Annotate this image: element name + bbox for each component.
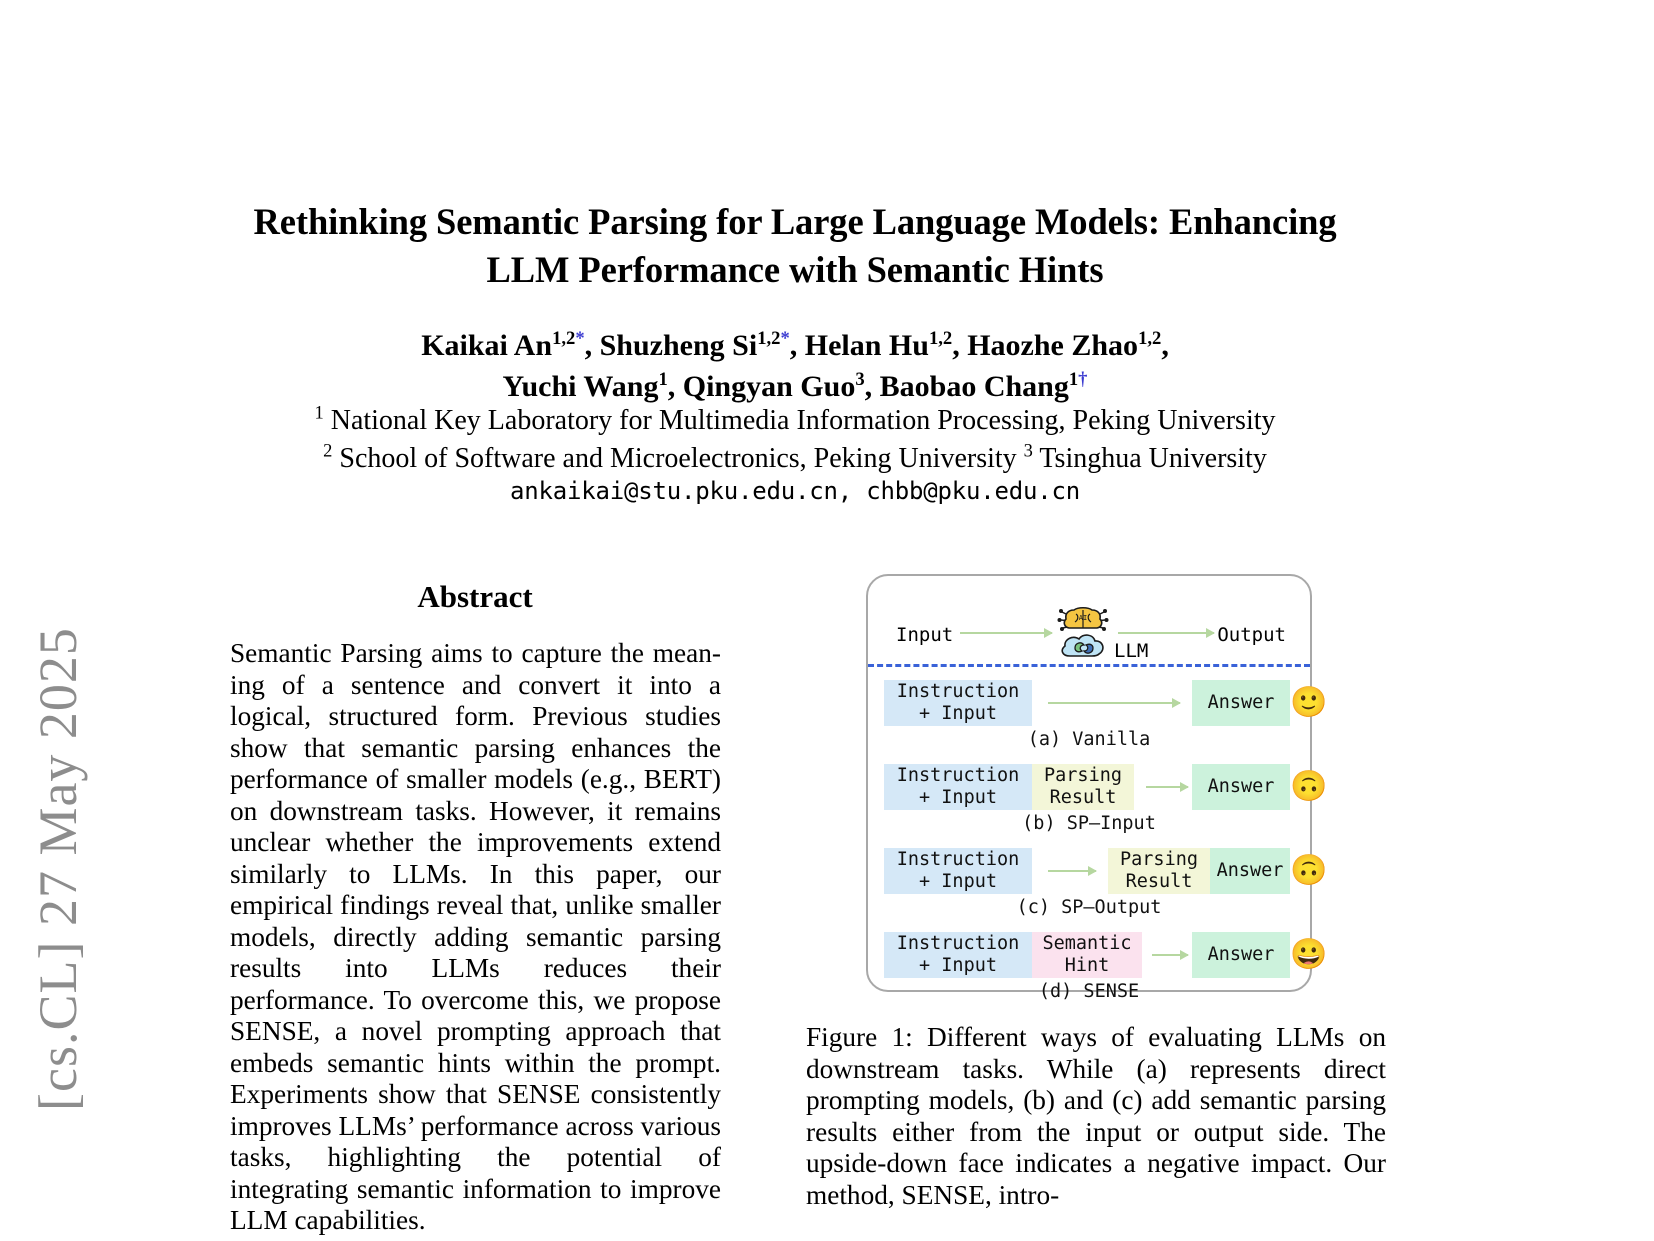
arrow-prompt-to-answer-vanilla [1048, 702, 1180, 704]
chip-middle-line-1: Semantic [1042, 933, 1132, 955]
chip-prompt-line-2: + Input [919, 955, 997, 976]
author-separator: , [1161, 329, 1169, 362]
author-footnote-marker: * [780, 328, 790, 349]
chip-prompt-line-1: Instruction [896, 765, 1020, 787]
affiliation-3-text: Tsinghua University [1032, 443, 1267, 475]
slightly-smiling-face-icon: 🙂 [1290, 686, 1328, 719]
arrow-llm-to-output-icon [1118, 632, 1214, 634]
grinning-face-icon: 😀 [1290, 938, 1328, 971]
chip-answer-label: Answer [1207, 944, 1275, 966]
affiliation-1-superscript: 1 [314, 402, 324, 423]
author-separator: , [667, 370, 683, 404]
affiliation-3-superscript: 3 [1023, 440, 1033, 461]
abstract-body: Semantic Parsing aims to capture the meaning of a sentence and convert it into a logical, structured form. Previous studies show that semantic parsing enhances the performance of smaller models (e.g., BERT) on downstream tasks. However, it remains unclear whether the improvements extend similarly to LLMs. In this paper, our empirical findings reveal that, unlike smaller models, directly adding semantic parsing results into LLMs reduces their performance. To overcome this, we propose SENSE, a novel prompting approach that embeds semantic hints within the prompt. Experiments show that SENSE consistently improves LLMs’ performance across various tasks, highlighting the potential of integrating semantic information to improve LLM capabilities. [230, 638, 721, 1236]
contact-emails: ankaikai@stu.pku.edu.cn, chbb@pku.edu.cn [510, 477, 1080, 505]
author-affiliation-superscript: 1 [658, 369, 668, 391]
figure-top-llm-row [868, 598, 1310, 664]
abstract-heading: Abstract [417, 579, 533, 614]
arrow-hint-to-answer-sense [1152, 954, 1188, 956]
chip-prompt-vanilla [884, 680, 1032, 726]
author-separator: , [864, 370, 880, 404]
upside-down-face-icon: 🙃 [1290, 854, 1328, 887]
figure-dashed-divider [868, 664, 1310, 667]
figure-1-illustration [866, 574, 1328, 1002]
chip-answer-label: Answer [1216, 860, 1284, 882]
affiliation-list [180, 402, 1410, 478]
author-affiliation-superscript: 1,2 [1138, 328, 1162, 349]
upside-down-face-icon: 🙃 [1290, 770, 1328, 803]
figure-caption-sp-output: (c) SP–Output [1016, 897, 1162, 918]
figure-llm-label: LLM [1114, 640, 1149, 662]
chip-semantic-hint-sense [1032, 932, 1142, 978]
affiliation-1-text: National Key Laboratory for Multimedia Information Processing, Peking University [323, 405, 1276, 436]
author-footnote-marker: * [575, 328, 585, 349]
author-affiliation-superscript: 3 [855, 369, 865, 391]
chip-answer-label: Answer [1207, 692, 1275, 714]
author-affiliation-superscript: 1,2 [757, 328, 781, 349]
chip-answer-vanilla [1192, 680, 1290, 726]
author-separator: , [584, 329, 600, 362]
affiliation-2-text: School of Software and Microelectronics, Peking University [332, 443, 1024, 475]
brain-cloud-llm-icon [1054, 604, 1112, 660]
chip-middle-line-2: Hint [1064, 955, 1110, 976]
chip-prompt-line-1: Instruction [896, 849, 1020, 871]
chip-answer-sp-input [1192, 764, 1290, 810]
chip-middle-line-1: Parsing [1120, 849, 1198, 871]
arxiv-identifier-stamp: [cs.CL] 27 May 2025 [28, 627, 88, 1111]
affiliation-line-2 [180, 440, 1410, 478]
author-name: Helan Hu [804, 329, 929, 362]
chip-answer-sp-output [1210, 848, 1290, 894]
figure-caption-vanilla: (a) Vanilla [1027, 729, 1151, 750]
author-line-1 [205, 325, 1385, 366]
chip-prompt-sense [884, 932, 1032, 978]
author-footnote-marker: † [1078, 369, 1088, 391]
chip-prompt-line-2: + Input [919, 703, 997, 724]
chip-answer-label: Answer [1207, 776, 1275, 798]
figure-row-vanilla [868, 680, 1328, 726]
chip-prompt-line-2: + Input [919, 787, 997, 808]
chip-answer-sense [1192, 932, 1290, 978]
affiliation-line-1 [180, 402, 1410, 440]
arrow-parsing-to-answer-sp-input [1146, 786, 1188, 788]
figure-row-sp-output [868, 848, 1328, 894]
chip-prompt-line-1: Instruction [896, 933, 1020, 955]
chip-middle-line-2: Result [1049, 787, 1117, 808]
chip-prompt-sp-output [884, 848, 1032, 894]
author-list [205, 325, 1385, 408]
author-affiliation-superscript: 1,2 [552, 328, 576, 349]
chip-middle-line-2: Result [1125, 871, 1193, 892]
chip-prompt-sp-input [884, 764, 1032, 810]
author-separator: , [952, 329, 968, 362]
figure-input-label: Input [896, 624, 954, 646]
figure-1-caption: Figure 1: Different ways of evaluating LLMs on downstream tasks. While (a) represents direct prompting models, (b) and (c) add semantic parsing results either from the input or output side. The upside-down face indicates a negative impact. Our method, SENSE, intro- [806, 1022, 1386, 1210]
svg-text:AI: AI [1078, 614, 1088, 622]
author-name: Baobao Chang [879, 370, 1069, 404]
chip-parsing-result-sp-input [1032, 764, 1134, 810]
page-title [205, 198, 1385, 294]
author-name: Kaikai An [421, 329, 553, 362]
title-line-1: Rethinking Semantic Parsing for Large Language Models: Enhancing [253, 201, 1337, 242]
figure-caption-sp-input: (b) SP–Input [1022, 813, 1156, 834]
author-affiliation-superscript: 1 [1068, 369, 1079, 391]
chip-middle-line-1: Parsing [1044, 765, 1122, 787]
author-separator: , [789, 329, 805, 362]
title-line-2: LLM Performance with Semantic Hints [486, 249, 1104, 291]
author-name: Yuchi Wang [502, 370, 659, 404]
author-name: Shuzheng Si [599, 329, 758, 362]
author-affiliation-superscript: 1,2 [928, 328, 953, 349]
figure-row-sp-input [868, 764, 1328, 810]
chip-parsing-result-sp-output [1108, 848, 1210, 894]
figure-row-sense [868, 932, 1328, 978]
chip-prompt-line-1: Instruction [896, 681, 1020, 703]
arrow-prompt-to-parsing-sp-output [1048, 870, 1096, 872]
author-name: Haozhe Zhao [967, 329, 1139, 362]
arrow-input-to-llm-icon [960, 632, 1052, 634]
author-name: Qingyan Guo [682, 370, 856, 404]
figure-caption-sense: (d) SENSE [1038, 981, 1140, 1002]
figure-output-label: Output [1217, 624, 1286, 646]
chip-prompt-line-2: + Input [919, 871, 997, 892]
affiliation-2-superscript: 2 [323, 440, 333, 461]
